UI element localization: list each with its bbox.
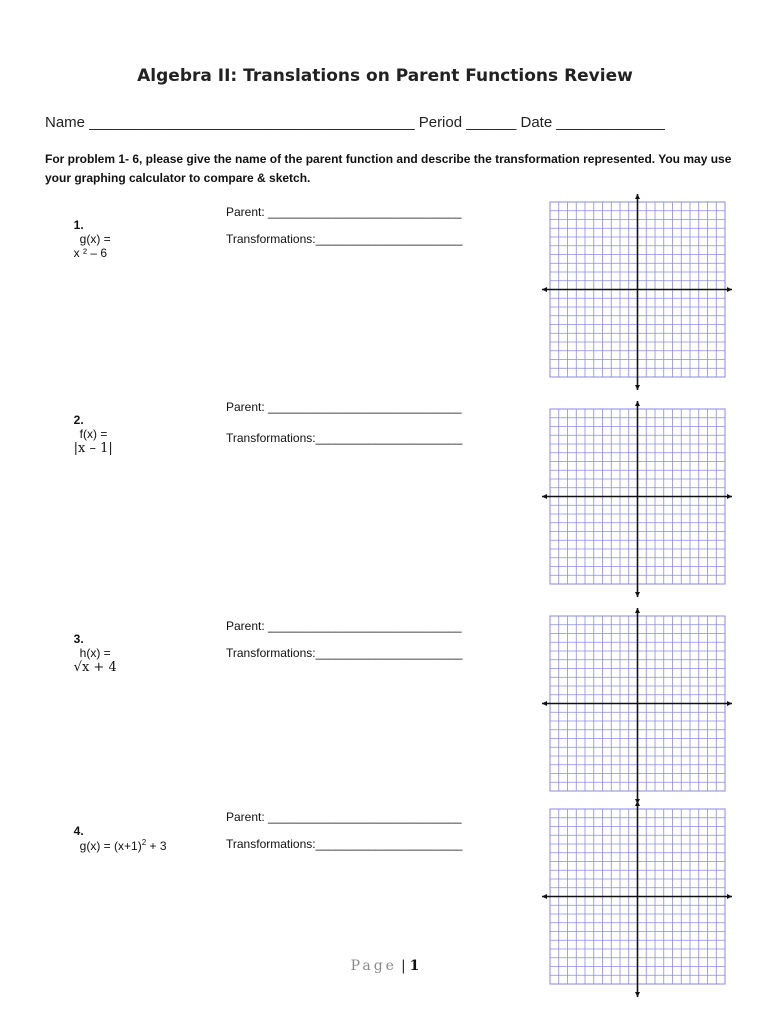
problem-4 bbox=[67, 810, 167, 853]
parent-label: Parent: bbox=[226, 205, 265, 219]
function-name: h(x) = bbox=[79, 646, 111, 660]
parent-label: Parent: bbox=[226, 810, 265, 824]
page-separator: | bbox=[400, 958, 406, 974]
student-info-row bbox=[45, 114, 665, 131]
period-label: Period bbox=[418, 114, 463, 131]
parent-label: Parent: bbox=[226, 400, 265, 414]
parent-line[interactable]: _____________________________ bbox=[268, 810, 462, 824]
function-expression: x ² – 6 bbox=[73, 246, 108, 260]
page-number: 1 bbox=[409, 958, 420, 974]
function-expression: √x + 4 bbox=[73, 660, 117, 675]
problem-1 bbox=[67, 204, 111, 260]
period-line[interactable]: ______ bbox=[466, 114, 517, 131]
parent-label: Parent: bbox=[226, 619, 265, 633]
parent-field-4[interactable] bbox=[226, 810, 462, 824]
parent-field-3[interactable] bbox=[226, 619, 462, 633]
function-name: f(x) = bbox=[79, 427, 108, 441]
function-exponent: 2 bbox=[141, 838, 147, 847]
parent-line[interactable]: _____________________________ bbox=[268, 400, 462, 414]
transformations-field-1[interactable] bbox=[226, 232, 462, 246]
parent-line[interactable]: _____________________________ bbox=[268, 205, 462, 219]
transformations-line[interactable]: ______________________ bbox=[315, 837, 463, 851]
problem-number: 3. bbox=[73, 632, 84, 646]
transformations-line[interactable]: ______________________ bbox=[315, 646, 463, 660]
coordinate-grid-1[interactable] bbox=[540, 193, 734, 391]
function-name: g(x) = bbox=[79, 232, 111, 246]
problem-3 bbox=[67, 618, 117, 675]
function-expression: |x – 1| bbox=[73, 441, 113, 456]
page-word: Page bbox=[350, 958, 397, 974]
transformations-line[interactable]: ______________________ bbox=[315, 232, 463, 246]
transformations-field-3[interactable] bbox=[226, 646, 462, 660]
function-expression: + 3 bbox=[146, 839, 167, 853]
date-line[interactable]: _____________ bbox=[556, 114, 665, 131]
worksheet-title: Algebra II: Translations on Parent Functions Review bbox=[137, 66, 633, 86]
problem-number: 2. bbox=[73, 413, 84, 427]
problem-number: 1. bbox=[73, 218, 84, 232]
transformations-label: Transformations: bbox=[226, 431, 316, 445]
transformations-field-4[interactable] bbox=[226, 837, 462, 851]
page-footer bbox=[0, 958, 770, 974]
name-label: Name bbox=[45, 114, 86, 131]
transformations-label: Transformations: bbox=[226, 646, 316, 660]
parent-field-2[interactable] bbox=[226, 400, 462, 414]
function-name: g(x) = (x+1) bbox=[79, 839, 142, 853]
transformations-field-2[interactable] bbox=[226, 431, 462, 445]
coordinate-grid-2[interactable] bbox=[540, 400, 734, 598]
problem-2 bbox=[67, 399, 113, 456]
problem-number: 4. bbox=[73, 824, 84, 838]
date-label: Date bbox=[520, 114, 553, 131]
transformations-line[interactable]: ______________________ bbox=[315, 431, 463, 445]
transformations-label: Transformations: bbox=[226, 837, 316, 851]
parent-field-1[interactable] bbox=[226, 205, 462, 219]
parent-line[interactable]: _____________________________ bbox=[268, 619, 462, 633]
transformations-label: Transformations: bbox=[226, 232, 316, 246]
coordinate-grid-3[interactable] bbox=[540, 607, 734, 805]
name-line[interactable]: _______________________________________ bbox=[89, 114, 415, 131]
instructions-text: For problem 1- 6, please give the name of the parent function and describe the transformation represented. You may use your graphing calculator to compare & sketch. bbox=[45, 152, 732, 185]
